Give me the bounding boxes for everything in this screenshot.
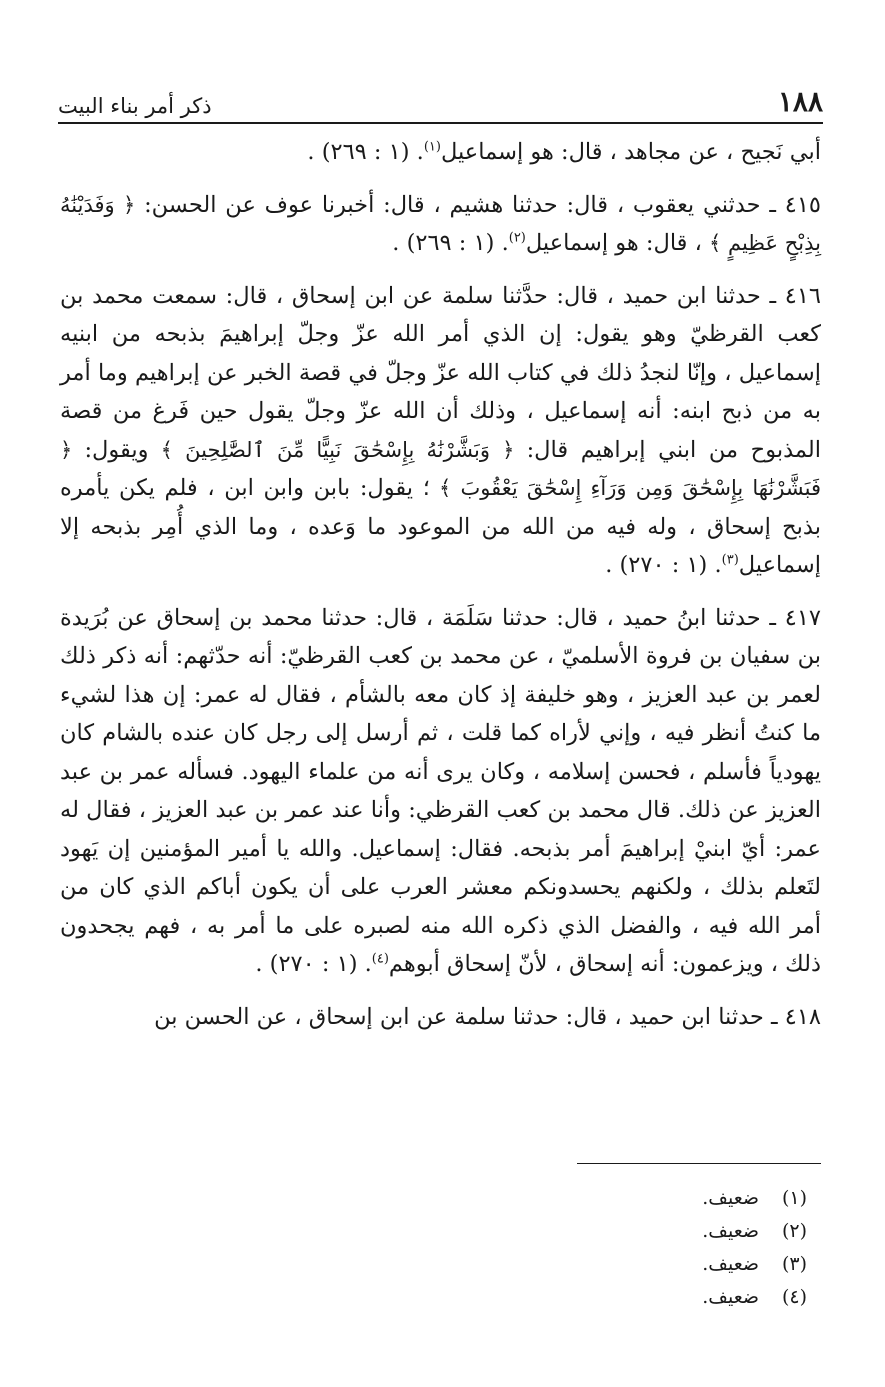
footnote-number: (٢) xyxy=(781,1220,807,1242)
quran-verse: ﴿ فَبَشَّرْنَٰهَا بِإِسْحَٰقَ وَمِن وَرَآءِ إِسْحَٰقَ يَعْقُوبَ ﴾ xyxy=(60,437,821,500)
footnote-item xyxy=(507,1215,807,1248)
footnote-item xyxy=(507,1182,807,1215)
hadith-416: ٤١٦ ـ حدثنا ابن حميد ، قال: حدَّثنا سلمة عن ابن إسحاق ، قال: سمعت محمد بن كعب القرظيّ وهو يقول: إن الذي أمر الله عزّ وجلّ إبراهيمَ بذبحه من ابنيه إسماعيل ، وإنّا لنجدُ ذلك في كتاب الله عزّ وجلّ في قصة الخبر عن إبراهيم وما أمر به من ذبح ابنه: أنه إسماعيل ، وذلك أن الله عزّ وجلّ يقول حين فَرغ من قصة المذبوح من ابني إبراهيم قال: ﴿ وَبَشَّرْنَٰهُ بِإِسْحَٰقَ نَبِيًّا مِّنَ ٱلصَّٰلِحِينَ ﴾ ويقول: ﴿ فَبَشَّرْنَٰهَا بِإِسْحَٰقَ وَمِن وَرَآءِ إِسْحَٰقَ يَعْقُوبَ ﴾ ؛ يقول: بابن وابن ابن ، فلم يكن يأمره بذبح إسحاق ، وله فيه من الله من الموعود ما وَعده ، وما الذي أُمِر بذبحه إلا إسماعيل$^{(٣)}$. (١ : ٢٧٠) . xyxy=(60,282,822,578)
footnote-text: ضعيف. xyxy=(702,1286,759,1308)
footnotes xyxy=(507,1182,807,1314)
footnote-number: (٣) xyxy=(781,1253,807,1275)
main-text xyxy=(60,133,821,1050)
footnote-divider xyxy=(577,1163,821,1164)
page-header xyxy=(58,78,823,124)
running-title: ذكر أمر بناء البيت xyxy=(58,94,212,118)
quran-verse: ﴿ وَبَشَّرْنَٰهُ بِإِسْحَٰقَ نَبِيًّا مِّنَ ٱلصَّٰلِحِينَ ﴾ xyxy=(148,437,527,462)
footnote-number: (١) xyxy=(781,1187,807,1209)
footnote-ref: (٣) xyxy=(721,552,739,568)
footnote-ref: (١) xyxy=(423,139,441,155)
footnote-text: ضعيف. xyxy=(702,1187,759,1209)
hadith-415: ٤١٥ ـ حدثني يعقوب ، قال: حدثنا هشيم ، قال: أخبرنا عوف عن الحسن: ﴿ وَفَدَيْنَٰهُ بِذِبْحٍ عَظِيمٍ ﴾ ، قال: هو إسماعيل$^{(٢)}$. (١ : ٢٦٩) . xyxy=(60,191,821,256)
hadith-418: ٤١٨ ـ حدثنا ابن حميد ، قال: حدثنا سلمة عن ابن إسحاق ، عن الحسن بن xyxy=(154,1003,821,1030)
page-number: ١٨٨ xyxy=(777,85,823,118)
paragraph-continuation: أبي نَجيح ، عن مجاهد ، قال: هو إسماعيل$^{(١)}$. (١ : ٢٦٩) . xyxy=(307,139,821,165)
footnote-item xyxy=(507,1248,807,1281)
footnote-item xyxy=(507,1281,807,1314)
quran-verse: ﴿ وَفَدَيْنَٰهُ بِذِبْحٍ عَظِيمٍ ﴾ xyxy=(60,192,821,255)
footnote-text: ضعيف. xyxy=(702,1220,759,1242)
footnote-ref: (٢) xyxy=(508,230,526,246)
hadith-417: ٤١٧ ـ حدثنا ابنُ حميد ، قال: حدثنا سَلَمَة ، قال: حدثنا محمد بن إسحاق عن بُرَيدة بن سفيان بن فروة الأسلميّ ، عن محمد بن كعب القرظيّ: أنه حدّثهم: أنه ذكر ذلك لعمر بن عبد العزيز ، وهو خليفة إذ كان معه بالشأم ، فقال له عمر: إن هذا لشيء ما كنتُ أنظر فيه ، وإني لأراه كما قلت ، ثم أرسل إلى رجل كان عنده بالشام كان يهودياً فأسلم ، فحسن إسلامه ، وكان يرى أنه من علماء اليهود. فسأله عمر بن عبد العزيز عن ذلك. قال محمد بن كعب القرظي: وأنا عند عمر بن عبد العزيز ، فقال له عمر: أيّ ابنيْ إبراهيمَ أمر بذبحه. فقال: إسماعيل. والله يا أمير المؤمنين إن يَهود لتَعلم بذلك ، ولكنهم يحسدونكم معشر العرب على أن يكون أباكم الذي كان من أمر الله فيه ، والفضل الذي ذكره الله منه لصبره على ما أمر به ، فهم يجحدون ذلك ، ويزعمون: أنه إسحاق ، لأنّ إسحاق أبوهم$^{(٤)}$. (١ : ٢٧٠) . xyxy=(60,604,821,977)
footnote-number: (٤) xyxy=(781,1286,807,1308)
footnote-text: ضعيف. xyxy=(702,1253,759,1275)
footnote-ref: (٤) xyxy=(371,951,389,967)
